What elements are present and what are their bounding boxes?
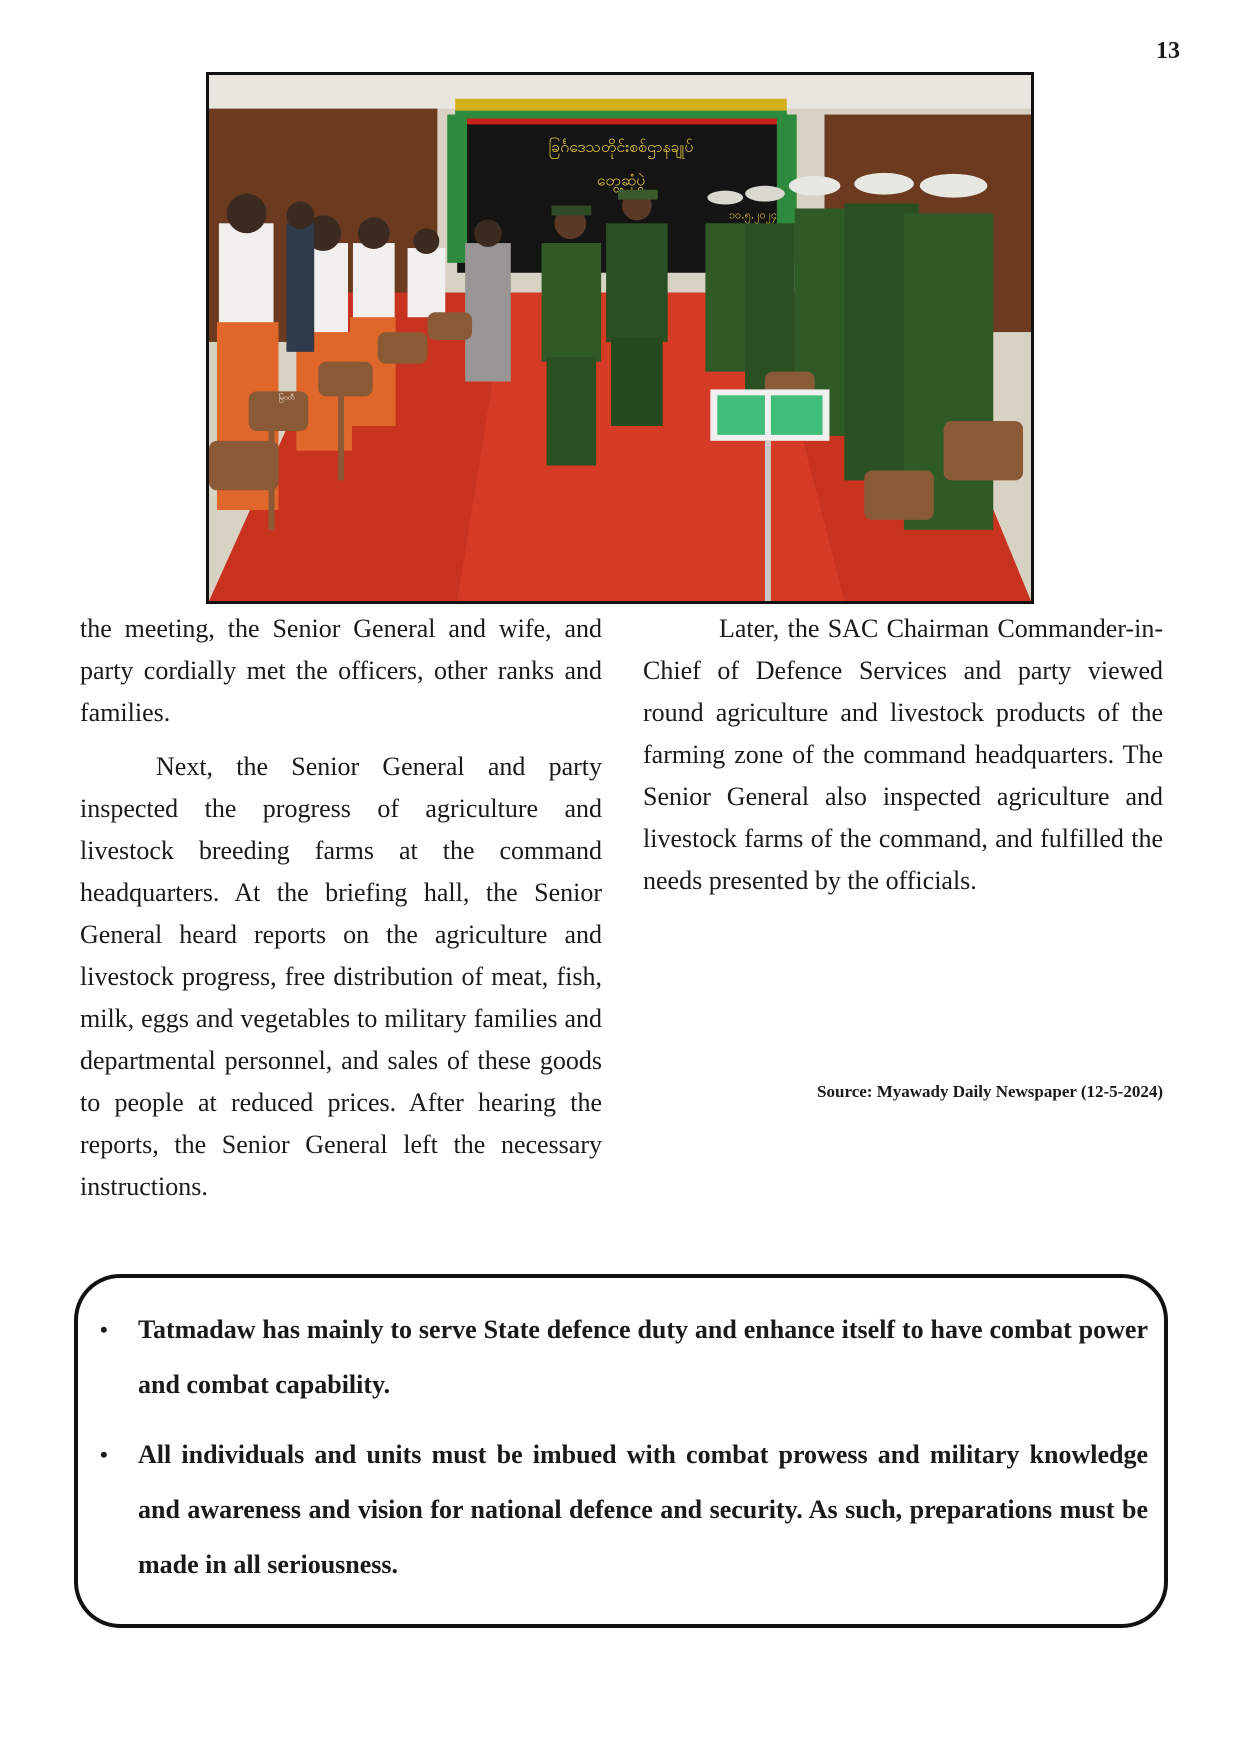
chair-label: မြဝတီ xyxy=(278,393,295,402)
callout-bullet xyxy=(100,1302,1148,1412)
callout-bullet xyxy=(100,1427,1148,1592)
article-column-right xyxy=(643,608,1163,902)
bullet-icon: • xyxy=(100,1442,108,1467)
bullet-icon: • xyxy=(100,1317,108,1342)
callout-text: Tatmadaw has mainly to serve State defence duty and enhance itself to have combat power and combat capability. xyxy=(138,1315,1148,1399)
callout-text: All individuals and units must be imbued with combat prowess and military knowledge and awareness and vision for national defence and security. As such, preparations must be made in all seriousness. xyxy=(138,1440,1148,1579)
article-photo xyxy=(206,72,1034,604)
paragraph: the meeting, the Senior General and wife, and party cordially met the officers, other ranks and families. xyxy=(80,614,602,727)
paragraph: Later, the SAC Chairman Commander-in-Chief of Defence Services and party viewed round agriculture and livestock products of the farming zone of the command headquarters. The Senior General also inspected agriculture and livestock farms of the command, and fulfilled the needs presented by the officials. xyxy=(643,614,1163,895)
banner-date: ၁၀.၅.၂၀၂၄ xyxy=(728,208,778,222)
callout-box xyxy=(74,1274,1168,1628)
source-citation: Source: Myawady Daily Newspaper (12-5-2024) xyxy=(817,1082,1163,1101)
banner-line1: ခြင်္ဂဒေသတိုင်းစစ်ဌာနချုပ် xyxy=(548,137,694,157)
paragraph: Next, the Senior General and party inspected the progress of agriculture and livestock breeding farms at the command headquarters. At the briefing hall, the Senior General heard reports on the agriculture and livestock progress, free distribution of meat, fish, milk, eggs and vegetables to military families and departmental personnel, and sales of these goods to people at reduced prices. After hearing the reports, the Senior General left the necessary instructions. xyxy=(80,752,602,1201)
photo-meeting-hall-icon xyxy=(209,75,1031,601)
banner-line2: တွေ့ဆုံပွဲ xyxy=(596,170,646,190)
article-column-left xyxy=(80,608,602,1208)
page-number: 13 xyxy=(1156,38,1180,64)
